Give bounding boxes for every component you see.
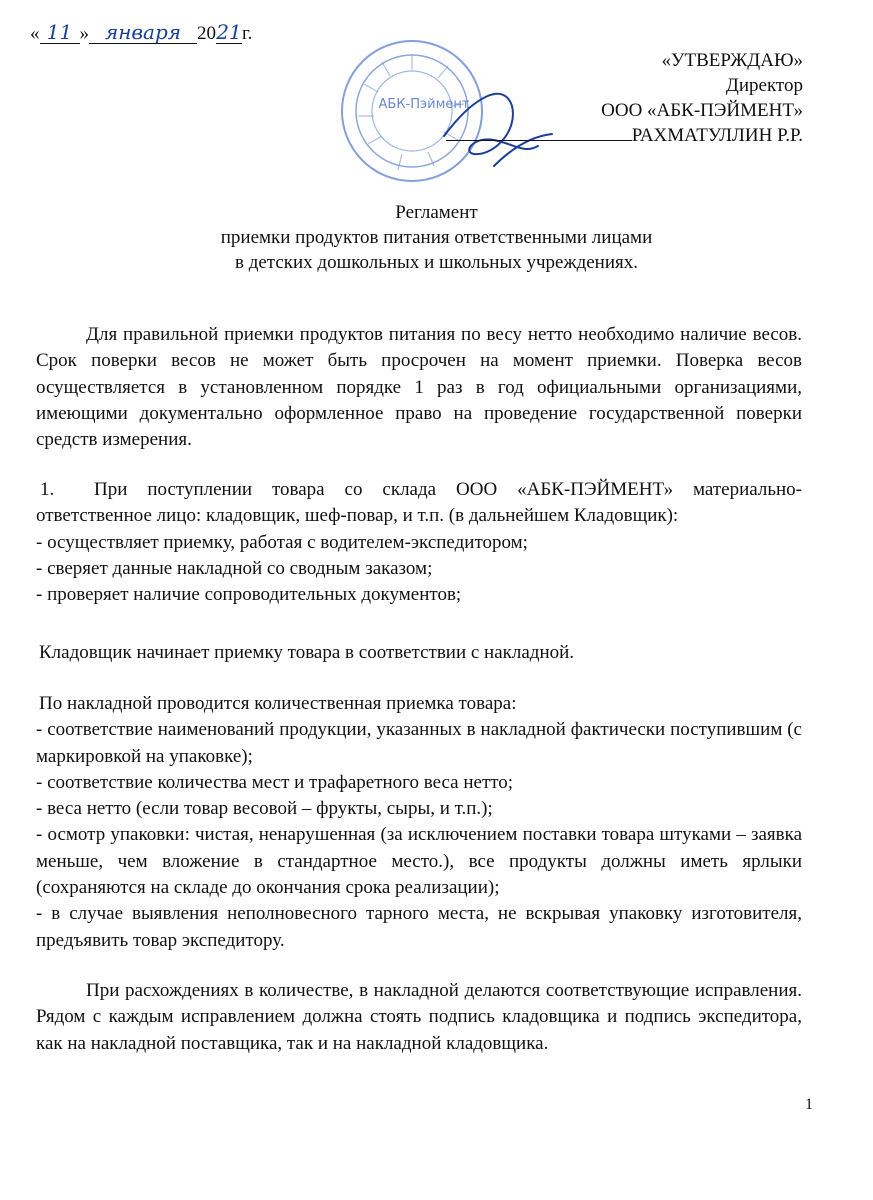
title-line-2: приемки продуктов питания ответственными лицами	[220, 227, 653, 248]
qty-bullet: - соответствие наименований продукции, указанных в накладной фактически поступившим (с маркировкой на упаковке);	[36, 719, 802, 767]
discrepancy-block	[36, 978, 802, 1057]
date-day: 11	[40, 22, 80, 44]
item1-bullet: - сверяет данные накладной со сводным заказом;	[36, 557, 433, 579]
item1-block	[36, 477, 802, 608]
date-close-quote: »	[79, 23, 89, 44]
qty-bullet: - веса нетто (если товар весовой – фрукты, сыры, и т.п.);	[36, 798, 493, 820]
seal-center-text: АБК-Пэймент	[378, 97, 470, 112]
approval-position: Директор	[725, 75, 803, 96]
date-year-unit: г.	[242, 23, 253, 44]
item1-number: 1.	[40, 479, 55, 500]
item1-bullet: - осуществляет приемку, работая с водителем-экспедитором;	[36, 531, 528, 553]
qty-bullet: - в случае выявления неполновесного тарного места, не вскрывая упаковку изготовителя, предъявить товар экспедитору.	[36, 903, 802, 951]
intro-paragraph: Для правильной приемки продуктов питания по весу нетто необходимо наличие весов. Срок поверки весов не может быть просрочен на момент приемки. Поверка весов осуществляется в установленном порядке 1 раз в год официальными организациями, имеющими документально оформленное право на проведение государственной поверки средств измерения.	[36, 324, 802, 451]
qty-block	[36, 691, 802, 954]
date-year-suffix: 21	[216, 20, 242, 44]
page-number: 1	[805, 1096, 813, 1113]
qty-bullet: - осмотр упаковки: чистая, ненарушенная (за исключением поставки товара штуками – заявка меньше, чем вложение в стандартное место.), все продукты должны иметь ярлыки (сохраняются на складе до окончания срока реализации);	[36, 824, 802, 899]
date-line	[30, 22, 252, 45]
qty-intro: По накладной проводится количественная приемка товара:	[39, 693, 517, 714]
intro-paragraph-block	[36, 322, 802, 453]
qty-bullet: - соответствие количества мест и трафаретного веса нетто;	[36, 771, 514, 793]
approval-heading: «УТВЕРЖДАЮ»	[661, 50, 803, 71]
title-line-3: в детских дошкольных и школьных учреждениях.	[234, 252, 639, 273]
date-month: января	[89, 22, 197, 44]
signature-line	[446, 123, 632, 141]
approval-company: ООО «АБК-ПЭЙМЕНТ»	[601, 100, 803, 121]
discrepancy-paragraph: При расхождениях в количестве, в накладной делаются соответствующие исправления. Рядом с каждым исправлением должна стоять подпись кладовщика и подпись экспедитора, как на накладной поставщика, так и на накладной кладовщика.	[36, 980, 802, 1054]
approval-signer-line	[446, 123, 803, 148]
approval-block	[446, 48, 803, 148]
item1-bullet: - проверяет наличие сопроводительных документов;	[36, 584, 462, 606]
item1-paragraph	[36, 477, 802, 530]
start-paragraph: Кладовщик начинает приемку товара в соответствии с накладной.	[39, 642, 575, 663]
start-block	[36, 640, 802, 666]
item1-text: При поступлении товара со склада ООО «АБК-ПЭЙМЕНТ» материально-ответственное лицо: кладовщик, шеф-повар, и т.п. (в дальнейшем Кладовщик):	[36, 479, 802, 527]
approval-signer: РАХМАТУЛЛИН Р.Р.	[631, 125, 803, 146]
date-open-quote: «	[30, 23, 40, 44]
title-line-1: Регламент	[395, 202, 478, 223]
date-year-prefix: 20	[197, 23, 216, 44]
document-title	[0, 200, 873, 275]
